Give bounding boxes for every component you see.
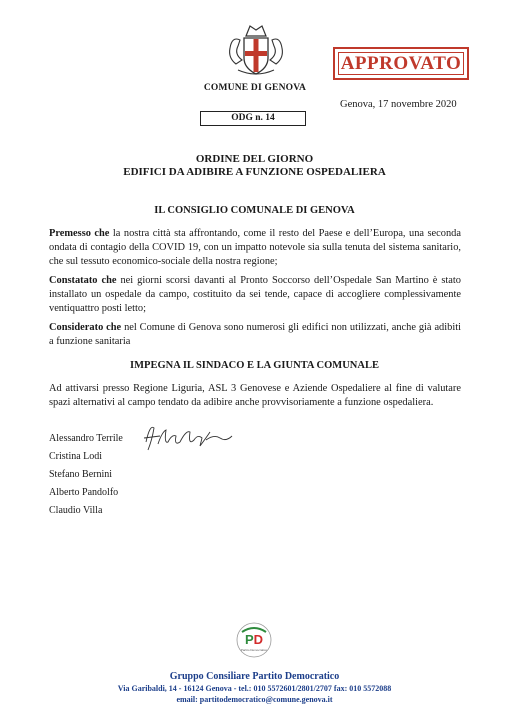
document-date: Genova, 17 novembre 2020 (340, 99, 457, 110)
genova-crest-logo (224, 20, 288, 78)
signatory-name: Stefano Bernini (49, 469, 113, 480)
odg-number: ODG n. 14 (200, 111, 306, 126)
conclusion-paragraph: Ad attivarsi presso Regione Liguria, ASL 3 Genovese e Aziende Ospedaliere al fine di valutare spazi alternativi al campo tendato da adibire anche provvisoriamente a funzione ospedaliera. (49, 383, 461, 408)
paragraph-lead: Premesso che (49, 228, 110, 239)
paragraph-text: la nostra città sta affrontando, come il resto del Paese e dell’Europa, una seconda ondata di contagio della COVID 19, con un impatto notevole sia sulla tenuta del sistema sanitario, che sul tessuto economico-sociale della nostra regione; (49, 228, 461, 267)
signatory-name: Alberto Pandolfo (49, 487, 119, 498)
footer-group: Gruppo Consiliare Partito Democratico (169, 671, 340, 682)
svg-text:Partito Democratico: Partito Democratico (240, 648, 268, 652)
document-subtitle: EDIFICI DA ADIBIRE A FUNZIONE OSPEDALIERA (123, 166, 386, 178)
footer-address: Via Garibaldi, 14 - 16124 Genova - tel.: 010 5572601/2801/2707 fax: 010 5572088 (117, 684, 392, 693)
handwritten-signature (140, 420, 236, 456)
signatory-name: Cristina Lodi (49, 451, 103, 462)
comune-label: COMUNE DI GENOVA (203, 83, 307, 93)
paragraph-constatato (49, 274, 461, 316)
paragraph-considerato (49, 321, 461, 349)
paragraph-text: nel Comune di Genova sono numerosi gli edifici non utilizzati, anche già adibiti a funzione sanitaria (49, 322, 461, 347)
paragraph-premesso (49, 227, 461, 269)
paragraph-lead: Constatato che (49, 275, 117, 286)
stamp-inner-border (338, 52, 464, 75)
footer-email: email: partitodemocratico@comune.genova.it (176, 695, 333, 704)
paragraph-text: nei giorni scorsi davanti al Pronto Soccorso dell’Ospedale San Martino è stato installato un ospedale da campo, costituito da sei tende, capace di accogliere complessivamente ventiquattro posti letto; (49, 275, 461, 314)
document-title: ORDINE DEL GIORNO (195, 153, 314, 165)
stamp-text: APPROVATO (340, 52, 462, 74)
impegna-heading: IMPEGNA IL SINDACO E LA GIUNTA COMUNALE (130, 360, 379, 371)
approved-stamp (333, 47, 469, 80)
signatory-name: Alessandro Terrile (49, 433, 123, 444)
council-heading: IL CONSIGLIO COMUNALE DI GENOVA (154, 205, 355, 216)
paragraph-lead: Considerato che (49, 322, 122, 333)
signatory-name: Claudio Villa (49, 505, 103, 516)
svg-text:PD: PD (244, 632, 264, 647)
pd-logo (236, 622, 272, 658)
